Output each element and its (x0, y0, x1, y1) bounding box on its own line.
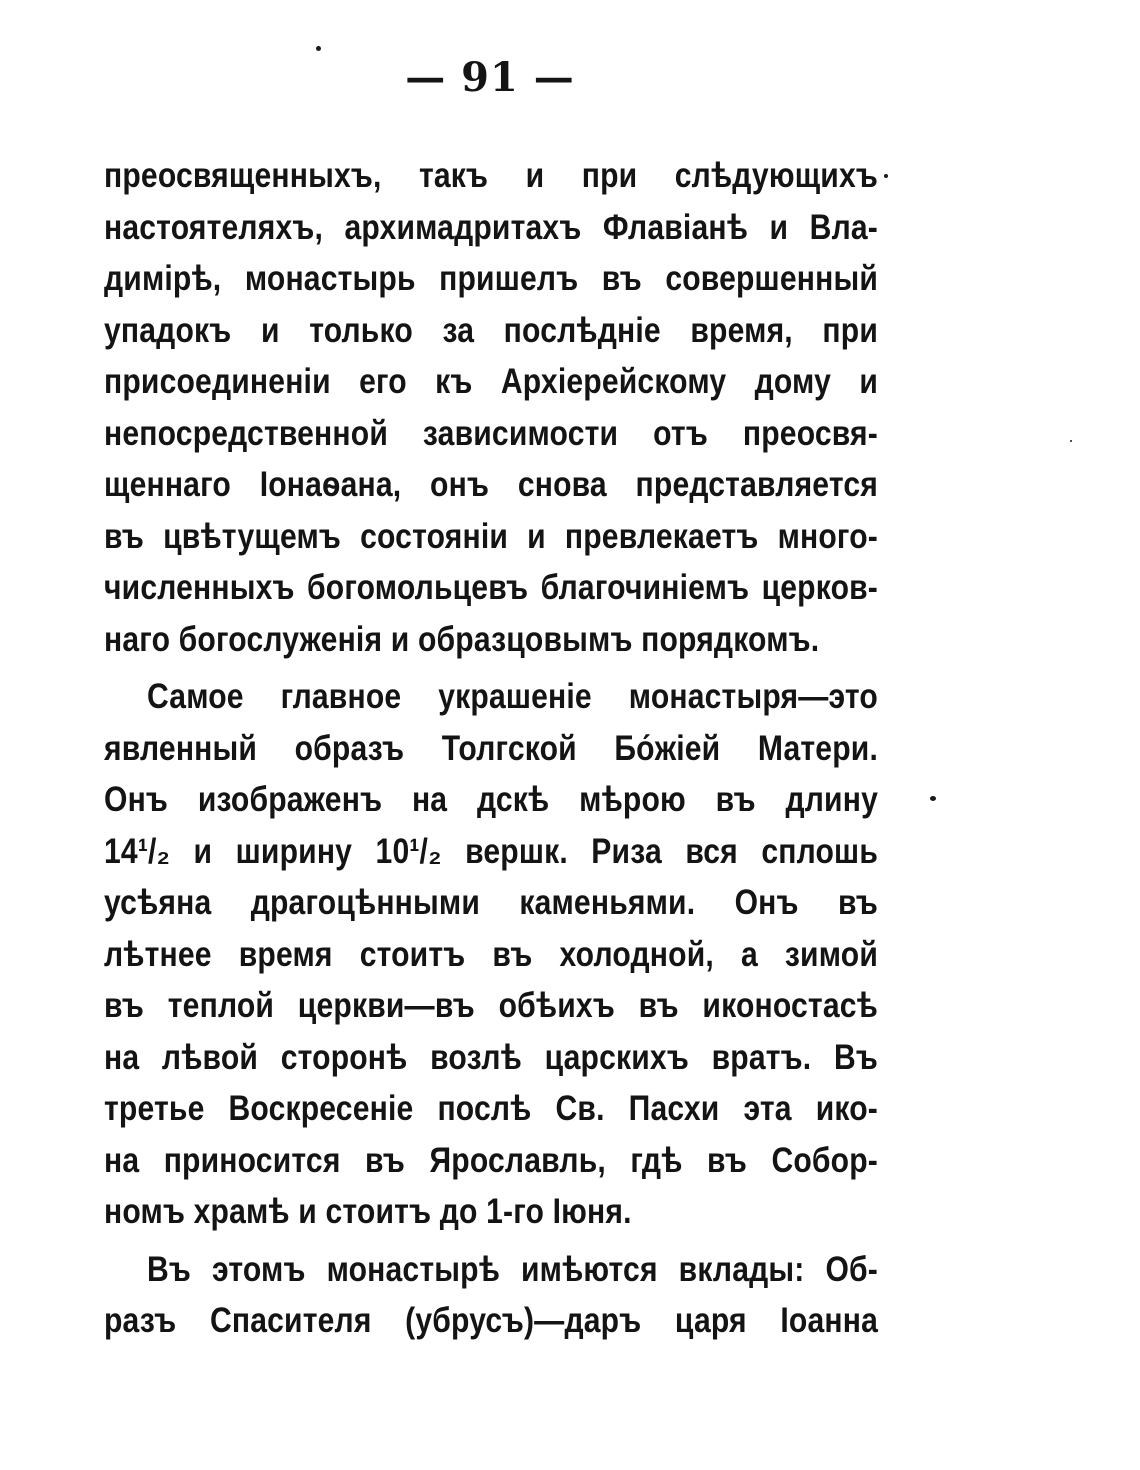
print-speck (1070, 440, 1072, 442)
text-line: Онъ изображенъ на дскѣ мѣрою въ длину (104, 780, 878, 819)
paragraph-3 (104, 1244, 879, 1347)
text-line: упадокъ и только за послѣдніе время, при (104, 310, 878, 350)
text-line: присоединеніи его къ Архіерейскому дому и (104, 362, 878, 401)
body-text (104, 150, 879, 1347)
paragraph-1 (104, 150, 879, 665)
print-speck (316, 46, 321, 51)
text-line: наго богослуженія и образцовымъ порядкомъ. (104, 619, 820, 659)
text-line: численныхъ богомольцевъ благочиніемъ церков- (104, 568, 878, 607)
text-line: на приносится въ Ярославль, гдѣ въ Собор- (104, 1140, 878, 1180)
print-speck (930, 796, 936, 801)
text-line: лѣтнее время стоитъ въ холодной, а зимой (104, 934, 878, 974)
text-line: на лѣвой сторонѣ возлѣ царскихъ вратъ. Въ (104, 1037, 878, 1077)
text-line: явленный образъ Толгской Бо́жіей Матери. (104, 728, 878, 768)
text-line: щеннаго Іонаѳана, онъ снова представляется (104, 465, 878, 504)
text-line: димірѣ, монастырь пришелъ въ совершенный (104, 259, 878, 298)
paragraph-2 (104, 671, 879, 1238)
text-line: Самое главное украшеніе монастыря—это (147, 677, 878, 716)
text-line: третье Воскресеніе послѣ Св. Пасхи эта ико- (104, 1089, 878, 1128)
text-line: настоятеляхъ, архимадритахъ Флавіанѣ и Вла- (104, 207, 878, 247)
text-line: въ цвѣтущемъ состояніи и превлекаетъ много- (104, 516, 878, 556)
text-line: преосвященныхъ, такъ и при слѣдующихъ (104, 156, 878, 195)
text-line: въ теплой церкви—въ обѣихъ въ иконостасѣ (104, 986, 878, 1025)
text-line: непосредственной зависимости отъ преосвя- (104, 413, 878, 453)
print-speck (884, 174, 888, 178)
text-line: 14¹/₂ и ширину 10¹/₂ вершк. Риза вся сплошь (104, 831, 878, 871)
text-line: номъ храмѣ и стоитъ до 1-го Іюня. (104, 1192, 632, 1231)
text-line: разъ Спасителя (убрусъ)—даръ царя Іоанна (104, 1301, 878, 1340)
text-line: Въ этомъ монастырѣ имѣются вклады: Об- (147, 1249, 878, 1289)
page-number: — 91 — (405, 54, 575, 101)
text-line: усѣяна драгоцѣнными каменьями. Онъ въ (104, 883, 878, 922)
